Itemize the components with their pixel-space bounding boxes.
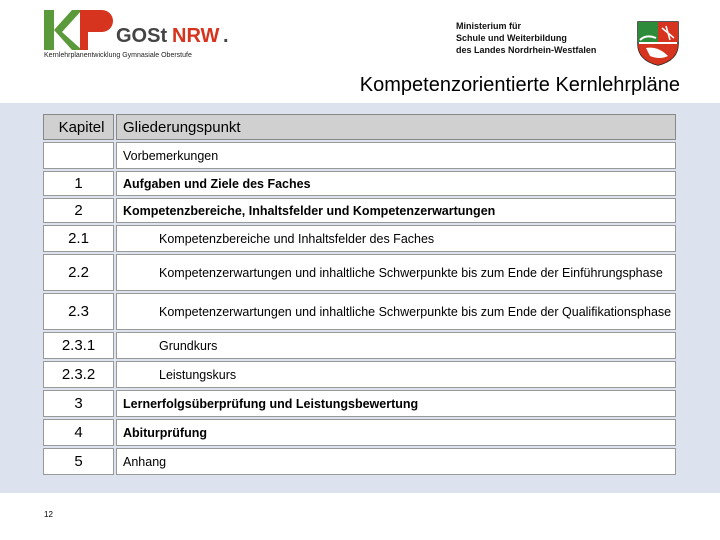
table-row xyxy=(43,419,676,446)
table-row xyxy=(43,448,676,475)
col-header-chapter: Kapitel xyxy=(43,114,114,140)
header xyxy=(0,0,720,103)
section-title: Abiturprüfung xyxy=(116,419,676,446)
section-title: Aufgaben und Ziele des Faches xyxy=(116,171,676,196)
section-title: Leistungskurs xyxy=(116,361,676,388)
section-title: Grundkurs xyxy=(116,332,676,359)
table-row xyxy=(43,254,676,291)
section-title: Kompetenzbereiche, Inhaltsfelder und Kompetenzerwartungen xyxy=(116,198,676,223)
table-row xyxy=(43,225,676,252)
section-title: Kompetenzbereiche und Inhaltsfelder des Faches xyxy=(116,225,676,252)
chapter-number: 3 xyxy=(43,390,114,417)
svg-text:.: . xyxy=(223,25,229,47)
table-row xyxy=(43,332,676,359)
table-row xyxy=(43,390,676,417)
table-row xyxy=(43,198,676,223)
contents-table xyxy=(41,112,678,477)
chapter-number: 2 xyxy=(43,198,114,223)
chapter-number: 2.1 xyxy=(43,225,114,252)
section-title: Vorbemerkungen xyxy=(116,142,676,169)
chapter-number: 4 xyxy=(43,419,114,446)
table-header-row xyxy=(43,114,676,140)
ministry-line-1: Ministerium für xyxy=(456,21,522,31)
section-title: Kompetenzerwartungen und inhaltliche Schwerpunkte bis zum Ende der Qualifikationsphase xyxy=(116,293,676,330)
ministry-line-2: Schule und Weiterbildung xyxy=(456,33,567,43)
chapter-number: 5 xyxy=(43,448,114,475)
chapter-number xyxy=(43,142,114,169)
page-title: Kompetenzorientierte Kernlehrpläne xyxy=(359,74,680,96)
chapter-number: 2.3.2 xyxy=(43,361,114,388)
contents-table-wrap xyxy=(41,112,678,477)
logo-subtitle: Kernlehrplanentwicklung Gymnasiale Oberstufe xyxy=(44,52,192,59)
svg-text:NRW: NRW xyxy=(172,25,220,47)
ministry-line-3: des Landes Nordrhein-Westfalen xyxy=(456,45,597,55)
col-header-section: Gliederungspunkt xyxy=(116,114,676,140)
nrw-crest-icon xyxy=(636,20,680,66)
chapter-number: 2.2 xyxy=(43,254,114,291)
section-title: Anhang xyxy=(116,448,676,475)
page-number: 12 xyxy=(44,510,53,519)
chapter-number: 2.3 xyxy=(43,293,114,330)
chapter-number: 1 xyxy=(43,171,114,196)
chapter-number: 2.3.1 xyxy=(43,332,114,359)
section-title: Kompetenzerwartungen und inhaltliche Schwerpunkte bis zum Ende der Einführungsphase xyxy=(116,254,676,291)
section-title: Lernerfolgsüberprüfung und Leistungsbewertung xyxy=(116,390,676,417)
table-row xyxy=(43,142,676,169)
svg-text:GOSt: GOSt xyxy=(116,25,168,47)
ministry-name xyxy=(456,20,596,56)
table-row xyxy=(43,361,676,388)
table-row xyxy=(43,171,676,196)
table-row xyxy=(43,293,676,330)
